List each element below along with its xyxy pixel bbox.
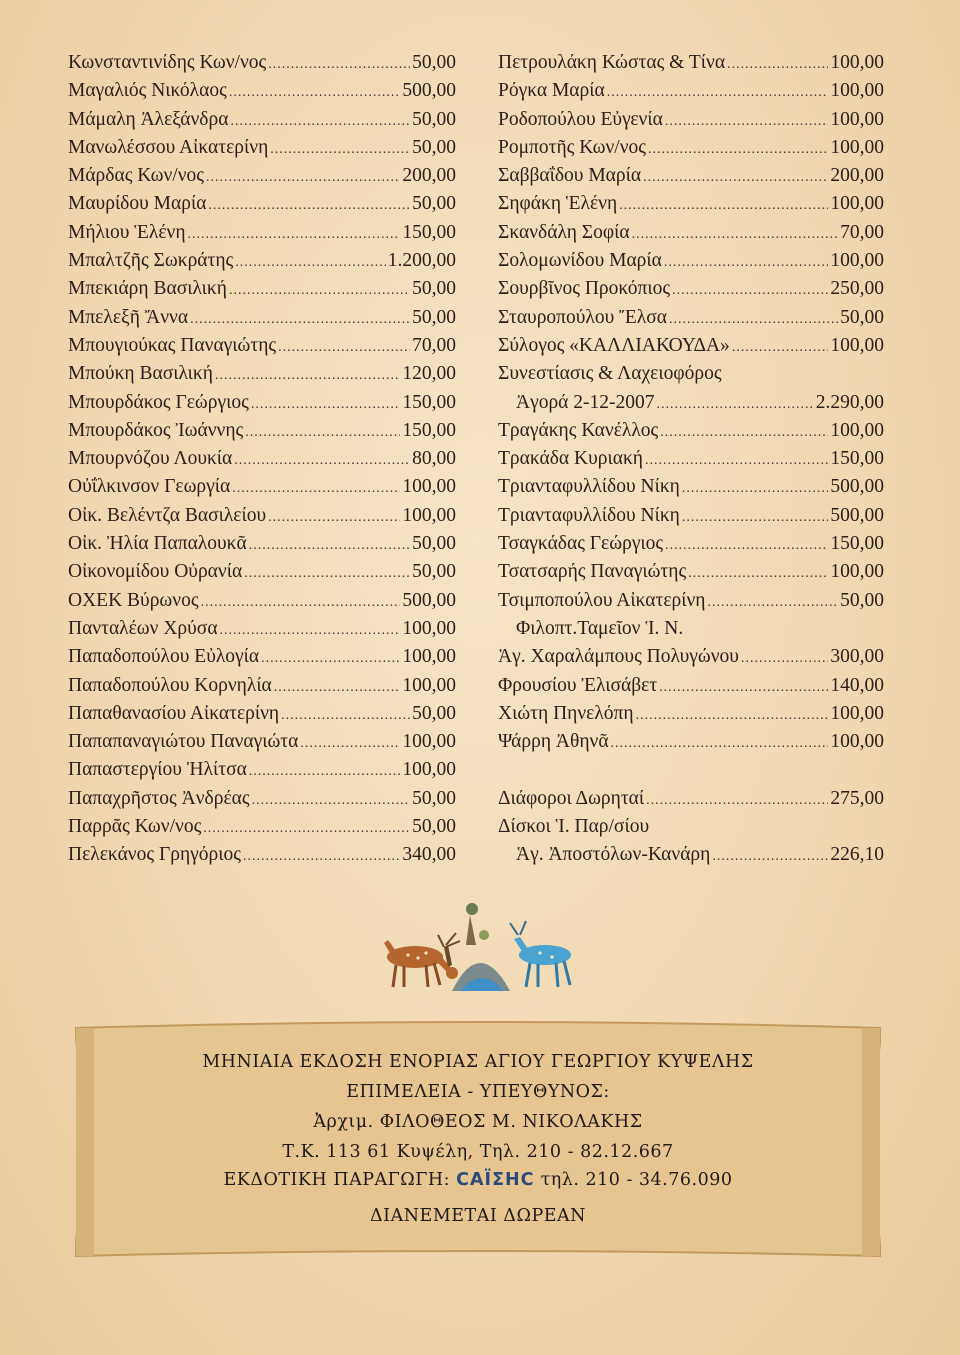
donor-row — [498, 448, 884, 476]
dot-leader — [732, 340, 829, 356]
dot-leader — [619, 198, 828, 214]
donor-row — [498, 363, 884, 391]
donor-name: Μαυρίδου Μαρία — [68, 193, 207, 215]
donor-name: Διάφοροι Δωρηταί — [498, 787, 645, 809]
donor-name: Μπελεξῆ Ἄννα — [68, 306, 189, 328]
dot-leader — [607, 85, 829, 101]
dot-leader — [669, 312, 838, 328]
donor-name: Τσιμποπούλου Αἰκατερίνη — [498, 589, 706, 611]
donor-name: Μπουγιούκας Παναγιώτης — [68, 334, 277, 356]
donor-name: Μαγαλιός Νικόλαος — [68, 80, 227, 102]
dot-leader — [281, 708, 410, 724]
donation-amount: 200,00 — [402, 165, 456, 187]
dot-leader — [201, 595, 401, 611]
dot-leader — [278, 340, 410, 356]
donation-amount: 250,00 — [830, 278, 884, 300]
donation-amount: 50,00 — [840, 306, 884, 328]
donor-row — [498, 476, 884, 504]
donor-name: ΟΧΕΚ Βύρωνος — [68, 589, 199, 611]
donor-row — [498, 646, 884, 674]
donor-row — [498, 278, 884, 306]
dot-leader — [261, 651, 400, 667]
donor-row — [68, 590, 456, 618]
donor-name: Μήλιου Ἑλένη — [68, 221, 186, 243]
donor-name: Σαββαΐδου Μαρία — [498, 165, 642, 187]
donation-amount: 50,00 — [412, 193, 456, 215]
donor-row — [68, 505, 456, 533]
colophon-address: Τ.Κ. 113 61 Κυψέλη, Τηλ. 210 - 82.12.667 — [282, 1142, 674, 1162]
donor-name: Σταυροπούλου Ἔλσα — [498, 306, 667, 328]
donor-row — [498, 137, 884, 165]
deer-emblem — [360, 895, 600, 1000]
donor-row — [498, 52, 884, 80]
donation-amount: 200,00 — [830, 165, 884, 187]
donor-row — [68, 816, 456, 844]
donor-name: Τριανταφυλλίδου Νίκη — [498, 504, 680, 526]
dot-leader — [249, 764, 401, 780]
donor-row — [498, 505, 884, 533]
donation-amount: 70,00 — [840, 221, 884, 243]
donor-name: Πετρουλάκη Κώστας & Τίνα — [498, 52, 726, 73]
donor-name: Κωνσταντινίδης Κων/νος — [68, 52, 267, 73]
donor-name: Μάρδας Κων/νος — [68, 165, 205, 187]
donation-amount: 150,00 — [402, 391, 456, 413]
publisher-logo: CAÏΣΗC — [456, 1170, 535, 1190]
production-phone: τηλ. 210 - 34.76.090 — [540, 1170, 733, 1190]
dot-leader — [203, 821, 410, 837]
donor-row — [68, 759, 456, 787]
donor-name: Μπεκιάρη Βασιλική — [68, 278, 227, 300]
donor-row — [68, 618, 456, 646]
donor-row — [498, 80, 884, 108]
dot-leader — [632, 227, 839, 243]
donor-row — [68, 420, 456, 448]
donation-amount: 50,00 — [412, 702, 456, 724]
donor-row — [68, 109, 456, 137]
donation-amount: 100,00 — [830, 136, 884, 158]
colophon-editor-name: Ἀρχιμ. ΦΙΛΟΘΕΟΣ Μ. ΝΙΚΟΛΑΚΗΣ — [313, 1112, 643, 1132]
dot-leader — [245, 425, 400, 441]
dot-leader — [230, 114, 410, 130]
donor-row — [68, 533, 456, 561]
donation-amount: 50,00 — [840, 589, 884, 611]
colophon-scroll — [68, 1020, 888, 1260]
dot-leader — [712, 849, 828, 865]
donor-name: Οἰκ. Βελέντζα Βασιλείου — [68, 504, 267, 526]
donor-name: Ἀγορά 2-12-2007 — [516, 391, 655, 413]
dot-leader — [268, 57, 410, 73]
donor-row — [498, 618, 884, 646]
donation-amount: 100,00 — [830, 108, 884, 130]
donation-amount: 150,00 — [402, 419, 456, 441]
dot-leader — [664, 255, 829, 271]
dot-leader — [208, 198, 410, 214]
donor-row — [68, 250, 456, 278]
donor-name: Οὐΐλκινσον Γεωργία — [68, 476, 231, 498]
donation-amount: 1.200,00 — [387, 250, 456, 272]
dot-leader — [188, 227, 401, 243]
donor-row — [498, 675, 884, 703]
dot-leader — [232, 481, 400, 497]
dot-leader — [235, 255, 385, 271]
donor-name: Μπαλτζῆς Σωκράτης — [68, 250, 234, 272]
dot-leader — [665, 538, 828, 554]
dot-leader — [646, 793, 828, 809]
dot-leader — [206, 170, 400, 186]
dot-leader — [252, 793, 411, 809]
donor-name: Ἁγ. Χαραλάμπους Πολυγώνου — [498, 646, 739, 668]
dot-leader — [190, 312, 410, 328]
dot-leader — [643, 170, 828, 186]
dot-leader — [243, 849, 400, 865]
donor-row — [68, 278, 456, 306]
donor-name: Μπουρδάκος Γεώργιος — [68, 391, 249, 413]
dot-leader — [648, 142, 828, 158]
donor-name: Τρακάδα Κυριακή — [498, 448, 643, 470]
donor-row — [68, 448, 456, 476]
donation-amount: 100,00 — [402, 759, 456, 781]
dot-leader — [249, 538, 410, 554]
donation-amount: 340,00 — [402, 844, 456, 866]
donation-amount: 50,00 — [412, 52, 456, 73]
dot-leader — [682, 481, 829, 497]
dot-leader — [251, 397, 401, 413]
donor-row — [68, 703, 456, 731]
donor-row — [68, 307, 456, 335]
donation-amount: 100,00 — [830, 561, 884, 583]
hill-icon — [452, 903, 510, 991]
donation-amount: 100,00 — [402, 617, 456, 639]
dot-leader — [215, 368, 400, 384]
donor-row — [498, 392, 884, 420]
donation-amount: 2.290,00 — [815, 391, 884, 413]
donation-amount: 100,00 — [402, 674, 456, 696]
donation-amount: 80,00 — [412, 448, 456, 470]
donor-row — [68, 80, 456, 108]
donor-row — [498, 731, 884, 759]
donation-amount: 500,00 — [830, 504, 884, 526]
dot-leader — [659, 680, 828, 696]
donation-amount: 100,00 — [830, 52, 884, 73]
production-label: ΕΚΔΟΤΙΚΗ ΠΑΡΑΓΩΓΗ: — [223, 1170, 451, 1190]
donation-amount: 50,00 — [412, 108, 456, 130]
donor-name: Μάμαλη Ἀλεξάνδρα — [68, 108, 229, 130]
dot-leader — [244, 566, 410, 582]
donor-row — [498, 703, 884, 731]
donor-name: Σολομωνίδου Μαρία — [498, 250, 662, 272]
donor-row — [498, 307, 884, 335]
dot-leader — [657, 397, 814, 413]
donation-amount: 100,00 — [402, 504, 456, 526]
donation-amount: 275,00 — [830, 787, 884, 809]
donor-name: Τσατσαρής Παναγιώτης — [498, 561, 687, 583]
donor-name: Οἰκ. Ἠλία Παπαλουκᾶ — [68, 533, 247, 555]
donor-name: Οἰκονομίδου Οὐρανία — [68, 561, 243, 583]
donor-name: Μπουρνόζου Λουκία — [68, 448, 233, 470]
donation-amount: 50,00 — [412, 278, 456, 300]
colophon-production — [68, 1170, 888, 1190]
donation-amount: 100,00 — [830, 334, 884, 356]
donation-amount: 120,00 — [402, 363, 456, 385]
donation-amount: 100,00 — [830, 250, 884, 272]
donation-amount: 100,00 — [830, 80, 884, 102]
donor-name: Τσαγκάδας Γεώργιος — [498, 533, 664, 555]
donor-row — [498, 844, 884, 872]
donor-name: Τραγάκης Κανέλλος — [498, 419, 659, 441]
colophon-distribution: ΔΙΑΝΕΜΕΤΑΙ ΔΩΡΕΑΝ — [370, 1206, 586, 1226]
donor-name: Ρόγκα Μαρία — [498, 80, 605, 102]
donation-amount: 50,00 — [412, 136, 456, 158]
donation-amount: 150,00 — [830, 533, 884, 555]
donation-amount: 100,00 — [402, 731, 456, 753]
donor-name: Σκανδάλη Σοφία — [498, 221, 630, 243]
donation-amount: 50,00 — [412, 306, 456, 328]
dot-leader — [270, 142, 410, 158]
dot-leader — [660, 425, 828, 441]
donation-amount: 50,00 — [412, 816, 456, 838]
donation-amount: 50,00 — [412, 561, 456, 583]
dot-leader — [672, 283, 828, 299]
donor-name: Πελεκάνος Γρηγόριος — [68, 844, 241, 866]
donor-name: Σουρβῖνος Προκόπιος — [498, 278, 671, 300]
donor-name: Μανωλέσσου Αἰκατερίνη — [68, 136, 269, 158]
donor-row — [498, 109, 884, 137]
donation-amount: 100,00 — [402, 476, 456, 498]
donor-row — [68, 193, 456, 221]
donor-name: Παπαθανασίου Αἰκατερίνη — [68, 702, 280, 724]
donation-amount: 100,00 — [402, 646, 456, 668]
donation-amount: 70,00 — [412, 334, 456, 356]
donor-row — [68, 731, 456, 759]
donor-list-right — [498, 52, 884, 873]
donor-row — [68, 476, 456, 504]
donor-name: Δίσκοι Ἱ. Παρ/σίου — [498, 816, 650, 838]
donor-row — [68, 675, 456, 703]
donor-row — [498, 788, 884, 816]
donor-name: Χιώτη Πηνελόπη — [498, 702, 634, 724]
dot-leader — [727, 57, 828, 73]
donor-name: Τριανταφυλλίδου Νίκη — [498, 476, 680, 498]
dot-leader — [220, 623, 401, 639]
donation-amount: 300,00 — [830, 646, 884, 668]
donation-amount: 50,00 — [412, 787, 456, 809]
donor-name: Ροδοπούλου Εὐγενία — [498, 108, 663, 130]
donation-amount: 150,00 — [830, 448, 884, 470]
dot-leader — [234, 453, 410, 469]
donor-name: Μπούκη Βασιλική — [68, 363, 213, 385]
donation-amount: 500,00 — [830, 476, 884, 498]
dot-leader — [229, 283, 410, 299]
donor-row — [68, 335, 456, 363]
donor-row — [498, 816, 884, 844]
colophon-title: ΜΗΝΙΑΙΑ ΕΚΔΟΣΗ ΕΝΟΡΙΑΣ ΑΓΙΟΥ ΓΕΩΡΓΙΟΥ ΚΥΨΕΛΗΣ — [202, 1052, 754, 1072]
donation-amount: 500,00 — [402, 589, 456, 611]
donor-row — [498, 590, 884, 618]
donor-row — [498, 335, 884, 363]
dot-leader — [682, 510, 829, 526]
dot-leader — [645, 453, 828, 469]
right-deer-icon — [510, 921, 571, 987]
donation-amount: 100,00 — [830, 702, 884, 724]
donor-row — [68, 788, 456, 816]
donor-name: Σύλογος «ΚΑΛΛΙΑΚΟΥΔΑ» — [498, 334, 730, 356]
donation-amount: 150,00 — [402, 221, 456, 243]
dot-leader — [708, 595, 839, 611]
donor-name: Φρουσίου Ἐλισάβετ — [498, 674, 658, 696]
donor-row — [498, 420, 884, 448]
dot-leader — [688, 566, 828, 582]
donor-row — [68, 52, 456, 80]
dot-leader — [636, 708, 829, 724]
donor-row — [498, 193, 884, 221]
donor-row — [498, 561, 884, 589]
donor-row — [68, 363, 456, 391]
donation-amount: 100,00 — [830, 193, 884, 215]
donation-amount: 140,00 — [830, 674, 884, 696]
donor-row — [68, 222, 456, 250]
donor-name: Σηφάκη Ἑλένη — [498, 193, 618, 215]
dot-leader — [300, 736, 400, 752]
dot-leader — [665, 114, 829, 130]
donor-name: Παπαδοπούλου Εὐλογία — [68, 646, 260, 668]
donor-name: Μπουρδάκος Ἰωάννης — [68, 419, 244, 441]
donor-name: Ρομποτῆς Κων/νος — [498, 136, 646, 158]
donor-name: Συνεστίασις & Λαχειοφόρος — [498, 363, 722, 385]
donor-row — [498, 222, 884, 250]
donation-amount: 100,00 — [830, 419, 884, 441]
donor-name: Ψάρρη Ἀθηνᾶ — [498, 731, 609, 753]
donor-row — [68, 561, 456, 589]
donation-amount: 226,10 — [830, 844, 884, 866]
donor-row — [68, 392, 456, 420]
donation-amount: 100,00 — [830, 731, 884, 753]
donor-row — [498, 165, 884, 193]
donor-row — [68, 137, 456, 165]
dot-leader — [741, 651, 828, 667]
donor-name: Παπαπαναγιώτου Παναγιώτα — [68, 731, 299, 753]
donation-amount: 50,00 — [412, 533, 456, 555]
dot-leader — [268, 510, 400, 526]
donor-row — [68, 165, 456, 193]
dot-leader — [229, 85, 401, 101]
donor-name: Παπαχρῆστος Ἀνδρέας — [68, 787, 250, 809]
donor-name: Παρρᾶς Κων/νος — [68, 816, 202, 838]
donor-row — [498, 759, 884, 787]
donor-row — [498, 250, 884, 278]
dot-leader — [274, 680, 401, 696]
donor-list-left — [68, 52, 456, 873]
donation-amount: 500,00 — [402, 80, 456, 102]
donor-name: Παπαστεργίου Ἠλίτσα — [68, 759, 247, 781]
colophon-editor-label: ΕΠΙΜΕΛΕΙΑ - ΥΠΕΥΘΥΝΟΣ: — [346, 1082, 610, 1102]
dot-leader — [611, 736, 829, 752]
donor-name: Φιλοπτ.Ταμεῖον Ἱ. Ν. — [516, 617, 684, 639]
donor-name: Παπαδοπούλου Κορνηλία — [68, 674, 272, 696]
donor-row — [498, 533, 884, 561]
left-deer-icon — [384, 933, 460, 987]
donor-row — [68, 844, 456, 872]
donor-name: Πανταλέων Χρύσα — [68, 617, 218, 639]
donor-name: Ἁγ. Ἀποστόλων-Κανάρη — [516, 844, 711, 866]
donor-row — [68, 646, 456, 674]
